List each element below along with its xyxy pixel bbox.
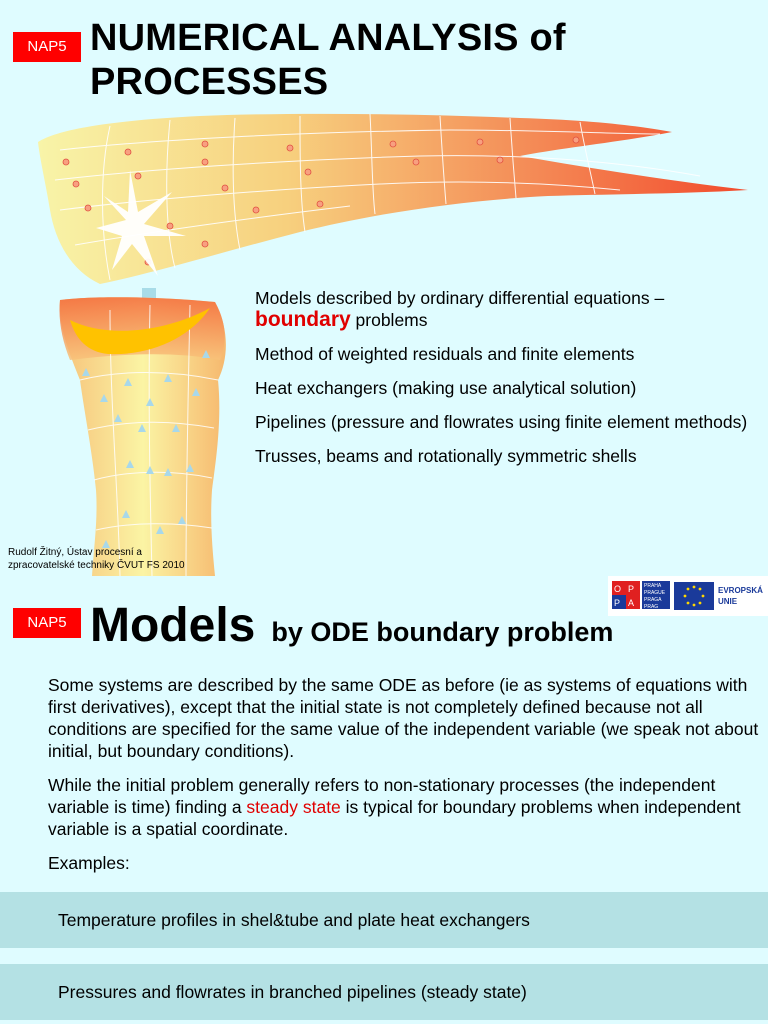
oppa-eu-logo [608,576,768,616]
paragraph-1: Some systems are described by the same ODE as before (ie as systems of equations with first derivatives), except that the initial state is not completely defined because not all conditions are specified for the same value of the independent variable (we speak not about initial, but boundary conditions). [48,675,759,761]
title-main: Models [90,599,256,652]
title-subtitle: by ODE boundary problem [271,617,614,647]
oppa-letter-p: P [628,584,635,594]
credit-line-2: zpracovatelské techniky ČVUT FS 2010 [8,560,185,571]
topic-item-1-text: Models described by ordinary differential equations – [255,288,665,308]
paragraph-2 [48,774,768,840]
eu-text-line-2: UNIE [718,597,738,606]
praha-line-2: PRAGUE [644,590,666,596]
topic-item-3: Heat exchangers (making use analytical solution) [255,378,637,398]
title-line-2: PROCESSES [90,61,329,103]
slide-tag-2: NAP5 [13,608,81,638]
slide-tag: NAP5 [13,32,81,62]
slide-title-2 [90,598,613,653]
examples-label: Examples: [48,853,130,873]
oppa-letter-o: O [614,584,622,594]
topic-item-2: Method of weighted residuals and finite elements [255,344,635,364]
praha-line-4: PRAG [644,604,659,610]
boundary-highlight: boundary [255,308,351,331]
author-credit [8,546,185,572]
praha-line-1: PRAHA [644,583,662,589]
praha-line-3: PRAGA [644,597,662,603]
logo-graphic [608,576,768,616]
eu-text-line-1: EVROPSKÁ [718,586,763,595]
title-line-1: NUMERICAL ANALYSIS of [90,17,566,59]
example-2-text: Pressures and flowrates in branched pipelines (steady state) [58,982,527,1002]
example-1-text: Temperature profiles in shel&tube and plate heat exchangers [58,910,530,930]
paragraph-2-end: is typical for boundary problems when independent variable is a spatial coordinate. [48,797,741,839]
example-band-1 [0,892,768,948]
topic-item-1 [255,287,755,331]
example-band-2 [0,964,768,1020]
slide-2 [0,576,768,1024]
topic-item-1-tail: problems [350,310,428,330]
slide-title [90,16,566,104]
steady-state-highlight: steady state [246,797,341,817]
topic-list [255,287,755,479]
topic-item-5: Trusses, beams and rotationally symmetric shells [255,446,637,466]
paragraph-2-start: While the initial problem generally refers to non-stationary processes (the independent variable is time) finding a [48,775,716,817]
oppa-letter-p2: P [614,598,621,608]
slide-body [48,674,768,886]
topic-item-4: Pipelines (pressure and flowrates using finite element methods) [255,412,748,432]
oppa-letter-a: A [628,598,635,608]
credit-line-1: Rudolf Žitný, Ústav procesní a [8,547,142,558]
